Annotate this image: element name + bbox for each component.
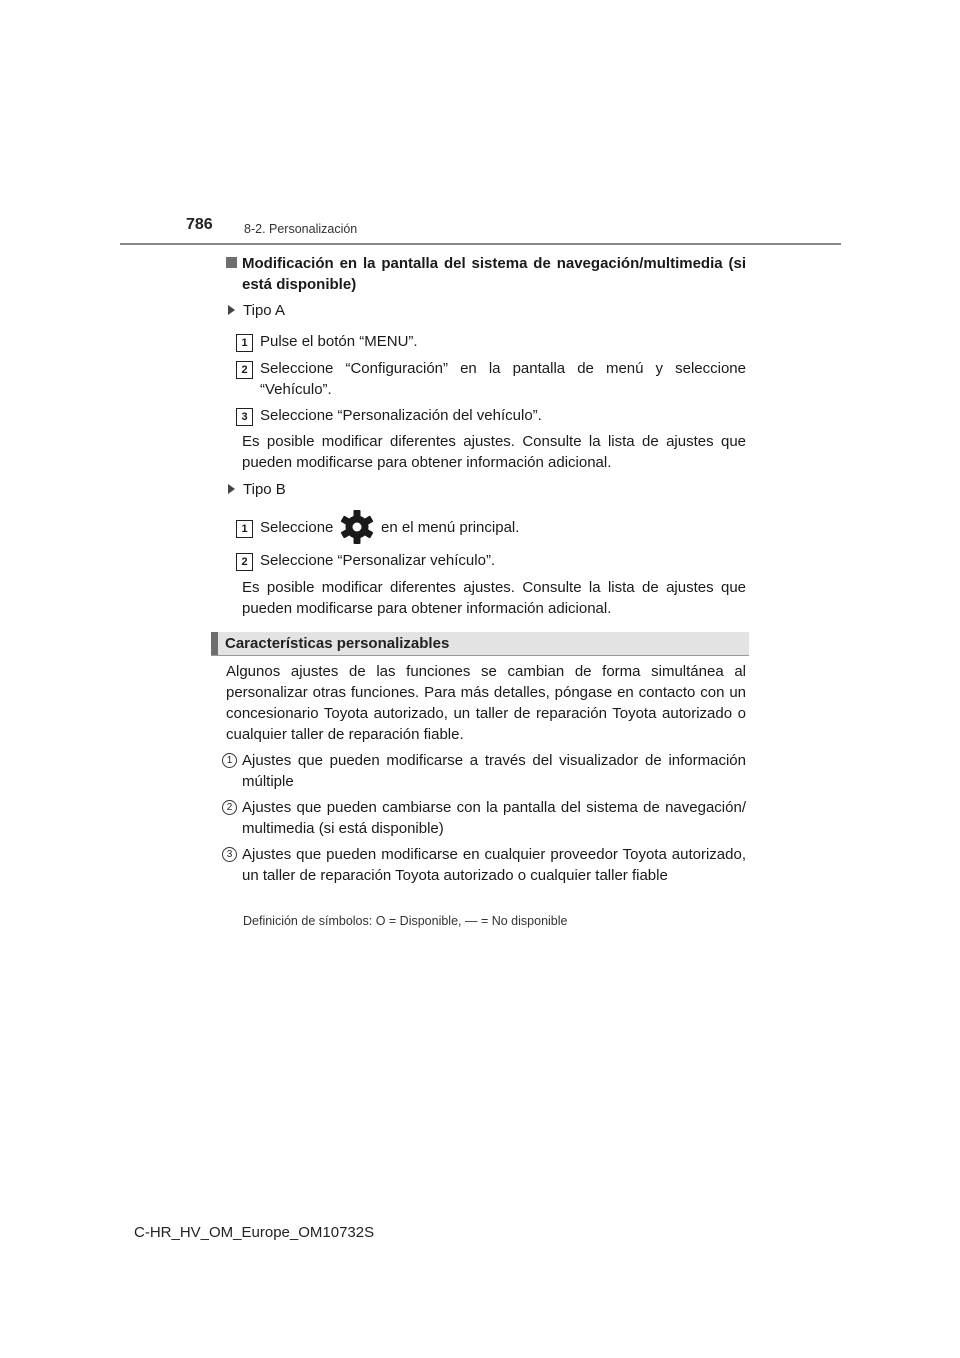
step-text-before-icon: Seleccione xyxy=(260,519,334,536)
circled-number: 2 xyxy=(222,800,237,815)
circled-number: 1 xyxy=(222,753,237,768)
page-number: 786 xyxy=(186,216,213,233)
circled-number: 3 xyxy=(222,847,237,862)
section-title: Características personalizables xyxy=(225,635,450,652)
section-bar-accent xyxy=(211,632,218,655)
step-badge: 2 xyxy=(236,361,253,379)
square-bullet-icon xyxy=(226,257,237,268)
triangle-bullet-icon xyxy=(228,305,235,315)
section-intro: Algunos ajustes de las funciones se cambian de forma simultánea al personalizar otras funciones. Para más detalles, póngase en contacto con un concesionario Toyota autorizado, un taller de reparación Toyota autorizado o cualquier taller de reparación fiable. xyxy=(226,663,746,743)
type-a-note: Es posible modificar diferentes ajustes. Consulte la lista de ajustes que pueden modificarse para obtener información adicional. xyxy=(242,433,746,471)
symbols-legend: Definición de símbolos: O = Disponible, — = No disponible xyxy=(243,914,568,928)
type-a-label-text: Tipo A xyxy=(243,302,285,319)
section-title-bar xyxy=(211,632,749,655)
subsection-heading-text: Modificación en la pantalla del sistema de navegación/multimedia (si está disponible) xyxy=(242,255,746,293)
gear-icon xyxy=(340,510,374,544)
list-item: Ajustes que pueden modificarse en cualquier proveedor Toyota autorizado, un taller de reparación Toyota autorizado o cualquier taller fiable xyxy=(242,846,746,884)
type-b-note: Es posible modificar diferentes ajustes. Consulte la lista de ajustes que pueden modificarse para obtener información adicional. xyxy=(242,579,746,617)
section-divider xyxy=(211,655,749,656)
step-badge: 3 xyxy=(236,408,253,426)
step-text: Seleccione “Personalización del vehículo”. xyxy=(260,407,542,424)
type-b-label xyxy=(228,479,286,500)
header-divider xyxy=(120,243,841,245)
step-text: Pulse el botón “MENU”. xyxy=(260,333,418,350)
triangle-bullet-icon xyxy=(228,484,235,494)
step-badge: 1 xyxy=(236,334,253,352)
type-b-label-text: Tipo B xyxy=(243,481,286,498)
step-text: Seleccione “Configuración” en la pantalla de menú y seleccione “Vehículo”. xyxy=(260,360,746,398)
step-badge: 2 xyxy=(236,553,253,571)
step-badge: 1 xyxy=(236,520,253,538)
step-text: Seleccione “Personalizar vehículo”. xyxy=(260,552,496,569)
subsection-heading xyxy=(226,253,746,295)
step-text-after-icon: en el menú principal. xyxy=(381,519,520,536)
list-item: Ajustes que pueden cambiarse con la pantalla del sistema de navegación/ multimedia (si está disponible) xyxy=(242,799,746,837)
list-item: Ajustes que pueden modificarse a través del visualizador de información múltiple xyxy=(242,752,746,790)
type-a-label xyxy=(228,300,285,321)
section-breadcrumb: 8-2. Personalización xyxy=(244,222,358,236)
document-id: C-HR_HV_OM_Europe_OM10732S xyxy=(134,1224,375,1241)
